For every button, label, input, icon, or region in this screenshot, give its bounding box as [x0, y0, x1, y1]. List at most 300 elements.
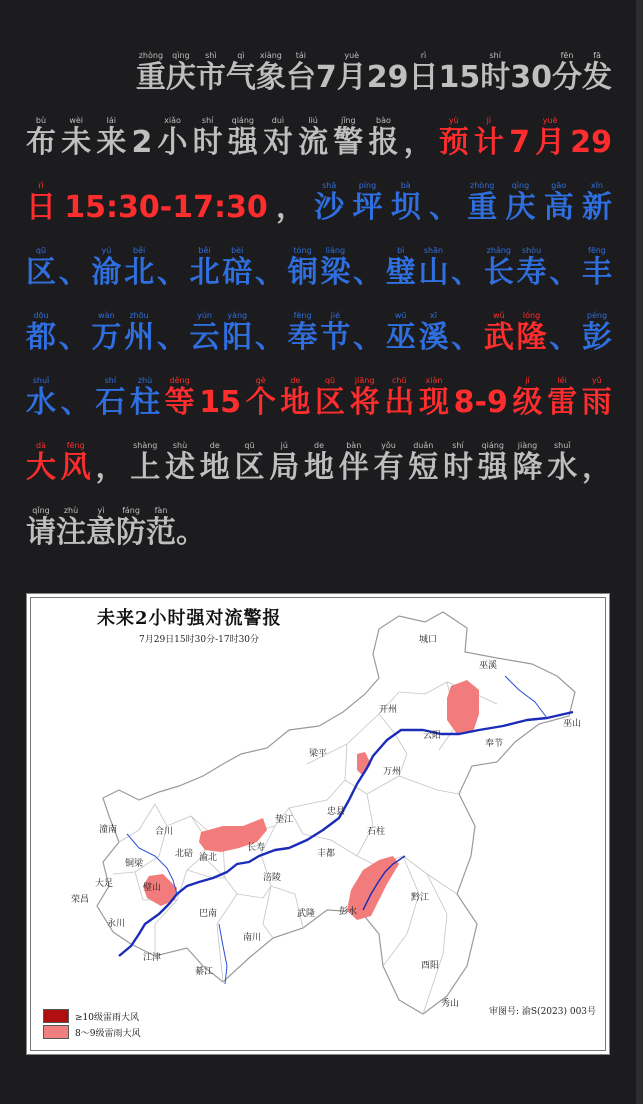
text-glyph	[286, 51, 316, 93]
glyph-base: 武	[483, 320, 514, 355]
glyph-base: 有	[373, 450, 404, 485]
pinyin-annotation: tóng	[287, 246, 318, 255]
glyph-base: 区	[234, 450, 265, 485]
glyph-base: 强	[477, 450, 508, 485]
pinyin-annotation: rì	[26, 181, 56, 190]
pinyin-annotation: zhǎng	[483, 246, 514, 255]
text-line	[26, 288, 612, 353]
glyph-base: 个	[245, 385, 276, 420]
district-label-rongchang: 荣昌	[71, 895, 90, 905]
glyph-base: 、	[58, 255, 89, 290]
pinyin-annotation: wàn	[91, 311, 122, 320]
district-label-dazu: 大足	[95, 879, 114, 889]
text-glyph	[256, 51, 286, 93]
glyph-base: 万	[91, 320, 122, 355]
pinyin-annotation: bù	[26, 116, 56, 125]
text-glyph	[582, 181, 612, 223]
text-glyph	[269, 441, 299, 483]
text-line	[26, 93, 612, 158]
district-label-xiushan: 秀山	[441, 999, 460, 1009]
text-glyph	[26, 376, 56, 418]
glyph-base: 璧	[385, 255, 416, 290]
pinyin-annotation: shí	[443, 441, 473, 450]
text-glyph	[408, 441, 438, 483]
glyph-base: 、	[549, 255, 580, 290]
text-glyph	[165, 376, 195, 418]
pinyin-annotation: shí	[480, 51, 511, 60]
glyph-base: 重	[467, 190, 498, 225]
pinyin-annotation: yáng	[222, 311, 253, 320]
glyph-base: 出	[384, 385, 415, 420]
text-glyph	[443, 441, 473, 483]
pinyin-annotation: de	[280, 376, 311, 385]
pinyin-annotation: wǔ	[483, 311, 514, 320]
glyph-base: 计	[473, 125, 504, 160]
pinyin-annotation: fáng	[116, 506, 146, 515]
glyph-base: 渝	[91, 255, 122, 290]
glyph-base: 长	[483, 255, 514, 290]
text-glyph	[176, 515, 206, 548]
pinyin-annotation: jǐng	[333, 116, 364, 125]
pinyin-annotation: fēng	[581, 246, 612, 255]
glyph-base: 象	[255, 60, 286, 95]
text-glyph	[451, 320, 481, 353]
legend-swatch-strong	[43, 1009, 69, 1023]
text-glyph	[549, 320, 579, 353]
text-glyph	[320, 311, 350, 353]
text-glyph	[200, 441, 230, 483]
text-glyph	[61, 116, 91, 158]
pinyin-annotation: wū	[385, 311, 416, 320]
glyph-base: 时	[480, 60, 511, 95]
glyph-base: 月	[336, 60, 367, 95]
glyph-base: 山	[418, 255, 449, 290]
pinyin-annotation: píng	[352, 181, 383, 190]
text-glyph	[26, 116, 56, 158]
pinyin-annotation: zhù	[129, 376, 160, 385]
glyph-base: 庆	[165, 60, 196, 95]
text-glyph	[26, 441, 56, 483]
pinyin-annotation: yuè	[336, 51, 367, 60]
district-label-kaizhou: 开州	[379, 705, 398, 715]
text-glyph	[337, 51, 367, 93]
text-glyph	[130, 441, 160, 483]
district-label-jiangjin: 江津	[143, 953, 162, 963]
glyph-base: 水	[26, 385, 56, 420]
pinyin-annotation: yǒu	[373, 441, 404, 450]
pinyin-annotation: bà	[390, 181, 421, 190]
glyph-base: 布	[26, 125, 56, 160]
text-glyph	[276, 190, 306, 223]
glyph-base: 、	[58, 320, 89, 355]
text-glyph	[26, 506, 56, 548]
pinyin-annotation: zhòng	[467, 181, 498, 190]
text-glyph	[404, 125, 434, 158]
text-glyph	[314, 181, 344, 223]
pinyin-annotation: zhù	[56, 506, 86, 515]
text-line	[26, 353, 612, 418]
pinyin-annotation: zhōu	[124, 311, 155, 320]
glyph-base: 警	[333, 125, 364, 160]
glyph-base: 流	[298, 125, 329, 160]
pinyin-annotation: yú	[91, 246, 122, 255]
text-glyph	[484, 311, 514, 353]
glyph-base: 彭	[581, 320, 612, 355]
text-glyph	[235, 441, 265, 483]
text-glyph	[91, 246, 121, 288]
text-glyph	[467, 181, 497, 223]
glyph-base: 、	[254, 320, 285, 355]
map-review-number: 审图号: 渝S(2023) 003号	[489, 1007, 597, 1017]
glyph-base: 2	[131, 125, 153, 160]
glyph-base: 区	[26, 255, 56, 290]
text-glyph	[409, 51, 439, 93]
text-glyph	[246, 376, 276, 418]
text-glyph	[26, 181, 56, 223]
text-glyph	[570, 125, 612, 160]
text-glyph	[552, 51, 582, 93]
text-glyph	[386, 246, 416, 288]
text-glyph	[547, 441, 577, 483]
text-glyph	[474, 116, 504, 158]
pinyin-annotation: qiáng	[477, 441, 508, 450]
text-glyph	[61, 441, 91, 483]
warning-map	[26, 593, 610, 1055]
glyph-base: 15:30-17:30	[64, 190, 268, 225]
text-glyph	[136, 51, 166, 93]
text-glyph	[513, 441, 543, 483]
glyph-base: 未	[61, 125, 92, 160]
pinyin-annotation: fēn	[552, 51, 582, 60]
text-glyph	[255, 320, 285, 353]
glyph-base: 防	[116, 515, 146, 550]
glyph-base: 伴	[338, 450, 369, 485]
glyph-base: 7	[315, 60, 337, 95]
text-glyph	[298, 116, 328, 158]
district-label-yongchuan: 永川	[107, 919, 126, 929]
pinyin-annotation: bèi	[222, 246, 253, 255]
pinyin-annotation: dōu	[26, 311, 56, 320]
legend-item-strong	[43, 1008, 140, 1024]
glyph-base: 分	[552, 60, 582, 95]
text-glyph	[350, 376, 380, 418]
text-glyph	[517, 246, 547, 288]
glyph-base: 7	[509, 125, 530, 160]
text-glyph	[429, 190, 459, 223]
text-line	[26, 223, 612, 288]
text-line	[26, 28, 612, 93]
pinyin-annotation: liáng	[320, 246, 351, 255]
text-glyph	[438, 60, 481, 95]
pinyin-annotation: xiàn	[418, 376, 449, 385]
text-glyph	[419, 376, 449, 418]
glyph-base: 市	[195, 60, 226, 95]
text-glyph	[288, 246, 318, 288]
text-glyph	[549, 255, 579, 288]
glyph-base: 地	[199, 450, 230, 485]
text-glyph	[353, 255, 383, 288]
text-glyph	[26, 246, 56, 288]
glyph-base: 注	[56, 515, 86, 550]
text-glyph	[505, 181, 535, 223]
district-label-nanchuan: 南川	[243, 933, 262, 943]
text-glyph	[280, 376, 310, 418]
text-glyph	[263, 116, 293, 158]
text-glyph	[366, 60, 409, 95]
glyph-base: 、	[60, 385, 91, 420]
glyph-base: 强	[227, 125, 258, 160]
text-glyph	[418, 246, 448, 288]
pinyin-annotation: léi	[547, 376, 578, 385]
pinyin-annotation: xī	[418, 311, 449, 320]
legend-label-strong: ≥10级雷雨大风	[75, 1012, 139, 1023]
pinyin-annotation: duì	[262, 116, 293, 125]
pinyin-annotation: qì	[225, 51, 256, 60]
glyph-base: 述	[165, 450, 195, 485]
pinyin-annotation: dà	[26, 441, 56, 450]
text-glyph	[131, 125, 153, 160]
pinyin-annotation: qū	[26, 246, 56, 255]
glyph-base: 节	[320, 320, 351, 355]
glyph-base: 15	[199, 385, 242, 420]
glyph-base: ，	[275, 190, 306, 225]
district-label-wushan: 巫山	[563, 719, 582, 729]
district-label-pengshui: 彭水	[339, 907, 358, 917]
district-label-liangping: 梁平	[309, 749, 328, 759]
glyph-base: 巫	[385, 320, 416, 355]
text-glyph	[480, 51, 510, 93]
text-glyph	[384, 376, 414, 418]
pinyin-annotation: fèng	[287, 311, 318, 320]
pinyin-annotation: fàn	[146, 506, 176, 515]
text-glyph	[157, 320, 187, 353]
glyph-base: 大	[26, 450, 56, 485]
pinyin-annotation: shòu	[516, 246, 547, 255]
text-glyph	[535, 116, 565, 158]
pinyin-annotation: qiáng	[227, 116, 258, 125]
pinyin-annotation: yù	[438, 116, 469, 125]
pinyin-annotation: duǎn	[408, 441, 439, 450]
text-glyph	[582, 311, 612, 353]
pinyin-annotation: xiàng	[255, 51, 286, 60]
pinyin-annotation: jiāng	[349, 376, 380, 385]
glyph-base: 、	[451, 320, 482, 355]
text-glyph	[509, 125, 530, 160]
glyph-base: 气	[225, 60, 256, 95]
pinyin-annotation: jì	[473, 116, 504, 125]
text-glyph	[339, 441, 369, 483]
text-glyph	[386, 311, 416, 353]
glyph-base: 北	[124, 255, 155, 290]
pinyin-annotation: yún	[189, 311, 220, 320]
text-glyph	[146, 506, 176, 548]
pinyin-annotation: shí	[192, 116, 223, 125]
pinyin-annotation: jí	[512, 376, 543, 385]
pinyin-annotation: shān	[418, 246, 449, 255]
pinyin-annotation: shuǐ	[547, 441, 578, 450]
text-glyph	[582, 246, 612, 288]
text-glyph	[59, 320, 89, 353]
glyph-base: 、	[451, 255, 482, 290]
glyph-base: 隆	[516, 320, 547, 355]
pinyin-annotation: fēng	[60, 441, 91, 450]
pinyin-annotation: bào	[368, 116, 399, 125]
glyph-base: 来	[96, 125, 127, 160]
text-glyph	[26, 311, 56, 353]
district-label-changshou: 长寿	[247, 843, 266, 853]
pinyin-annotation: tái	[285, 51, 316, 60]
pinyin-annotation: qǐng	[26, 506, 56, 515]
text-glyph	[439, 116, 469, 158]
glyph-base: 水	[547, 450, 578, 485]
pinyin-annotation: péng	[581, 311, 612, 320]
text-glyph	[59, 255, 89, 288]
glyph-base: 州	[124, 320, 155, 355]
text-glyph	[478, 441, 508, 483]
glyph-base: 区	[315, 385, 345, 420]
glyph-base: 等	[164, 385, 195, 420]
glyph-base: 报	[368, 125, 399, 160]
text-glyph	[255, 255, 285, 288]
pinyin-annotation: děng	[164, 376, 195, 385]
pinyin-annotation: yì	[86, 506, 116, 515]
glyph-base: 重	[135, 60, 166, 95]
glyph-base: 对	[262, 125, 293, 160]
pinyin-annotation: jié	[320, 311, 351, 320]
text-glyph	[228, 116, 258, 158]
glyph-base: 预	[438, 125, 469, 160]
district-label-banan: 巴南	[199, 909, 218, 919]
legend-label-moderate: 8～9级雷雨大风	[75, 1028, 141, 1039]
map-title: 未来2小时强对流警报	[97, 608, 282, 629]
district-label-zhongxian: 忠县	[327, 807, 346, 817]
glyph-base: 奉	[287, 320, 318, 355]
pinyin-annotation: shuǐ	[26, 376, 56, 385]
pinyin-annotation: xīn	[581, 181, 612, 190]
pinyin-annotation: wèi	[61, 116, 92, 125]
map-subtitle: 7月29日15时30分-17时30分	[139, 635, 260, 645]
glyph-base: 坪	[352, 190, 383, 225]
glyph-base: 、	[353, 255, 384, 290]
glyph-base: 、	[549, 320, 580, 355]
glyph-base: 溪	[418, 320, 449, 355]
pinyin-annotation: liú	[298, 116, 329, 125]
district-label-shizhu: 石柱	[367, 827, 386, 837]
text-glyph	[222, 311, 252, 353]
text-glyph	[451, 255, 481, 288]
warning-article-text	[26, 28, 612, 548]
district-label-fengjie: 奉节	[485, 739, 504, 749]
district-label-tongnan: 潼南	[99, 825, 118, 835]
glyph-base: 地	[280, 385, 311, 420]
pinyin-annotation: jú	[269, 441, 300, 450]
glyph-base: 碚	[222, 255, 253, 290]
text-glyph	[96, 450, 126, 483]
text-glyph	[391, 181, 421, 223]
text-glyph	[222, 246, 252, 288]
glyph-base: ，	[403, 125, 434, 160]
pinyin-annotation: shì	[195, 51, 226, 60]
district-label-qianjiang: 黔江	[411, 893, 430, 903]
pinyin-annotation: shā	[314, 181, 345, 190]
text-glyph	[56, 506, 86, 548]
district-label-yunyang: 云阳	[423, 731, 442, 741]
glyph-base: 级	[512, 385, 543, 420]
glyph-base: 日	[408, 60, 439, 95]
glyph-base: 发	[582, 60, 612, 95]
pinyin-annotation: běi	[189, 246, 220, 255]
glyph-base: 29	[570, 125, 612, 160]
pinyin-annotation: rì	[408, 51, 439, 60]
glyph-base: 梁	[320, 255, 351, 290]
text-glyph	[582, 376, 612, 418]
text-glyph	[544, 181, 574, 223]
pinyin-annotation: yuè	[535, 116, 566, 125]
pinyin-annotation: bì	[385, 246, 416, 255]
text-glyph	[196, 51, 226, 93]
pinyin-annotation: bàn	[338, 441, 369, 450]
glyph-base: 庆	[505, 190, 536, 225]
pinyin-annotation: fā	[582, 51, 612, 60]
text-line	[26, 418, 612, 483]
glyph-base: 石	[95, 385, 126, 420]
text-glyph	[304, 441, 334, 483]
glyph-base: 8-9	[453, 385, 508, 420]
legend-item-moderate	[43, 1024, 140, 1040]
text-glyph	[353, 320, 383, 353]
pinyin-annotation: lái	[96, 116, 127, 125]
text-glyph	[510, 60, 552, 95]
text-glyph	[190, 246, 220, 288]
glyph-base: 阳	[222, 320, 253, 355]
glyph-base: 沙	[314, 190, 345, 225]
text-glyph	[418, 311, 448, 353]
district-label-bishan: 璧山	[143, 883, 162, 893]
glyph-base: 时	[192, 125, 223, 160]
glyph-base: 请	[26, 515, 56, 550]
glyph-base: 现	[418, 385, 449, 420]
legend-swatch-moderate	[43, 1025, 69, 1039]
text-glyph	[86, 506, 116, 548]
text-glyph	[368, 116, 398, 158]
district-label-dianjiang: 垫江	[275, 815, 294, 825]
text-glyph	[582, 51, 612, 93]
glyph-base: 上	[130, 450, 161, 485]
glyph-base: ，	[582, 450, 612, 485]
glyph-base: 30	[510, 60, 552, 95]
map-legend	[43, 1008, 140, 1040]
glyph-base: 北	[189, 255, 220, 290]
district-label-youyang: 酉阳	[421, 961, 440, 971]
pinyin-annotation: xiǎo	[157, 116, 188, 125]
glyph-base: 小	[157, 125, 188, 160]
glyph-base: 15	[438, 60, 481, 95]
pinyin-annotation: shù	[165, 441, 195, 450]
chongqing-map-graphic	[27, 594, 611, 1056]
text-glyph	[315, 376, 345, 418]
pinyin-annotation: yǔ	[581, 376, 612, 385]
text-glyph	[124, 311, 154, 353]
text-glyph	[166, 51, 196, 93]
text-glyph	[352, 181, 382, 223]
district-label-hechuan: 合川	[155, 827, 174, 837]
scroll-edge-bar	[636, 0, 643, 1104]
glyph-base: 日	[26, 190, 56, 225]
text-glyph	[116, 506, 146, 548]
text-glyph	[315, 60, 337, 95]
text-glyph	[91, 311, 121, 353]
text-glyph	[374, 441, 404, 483]
